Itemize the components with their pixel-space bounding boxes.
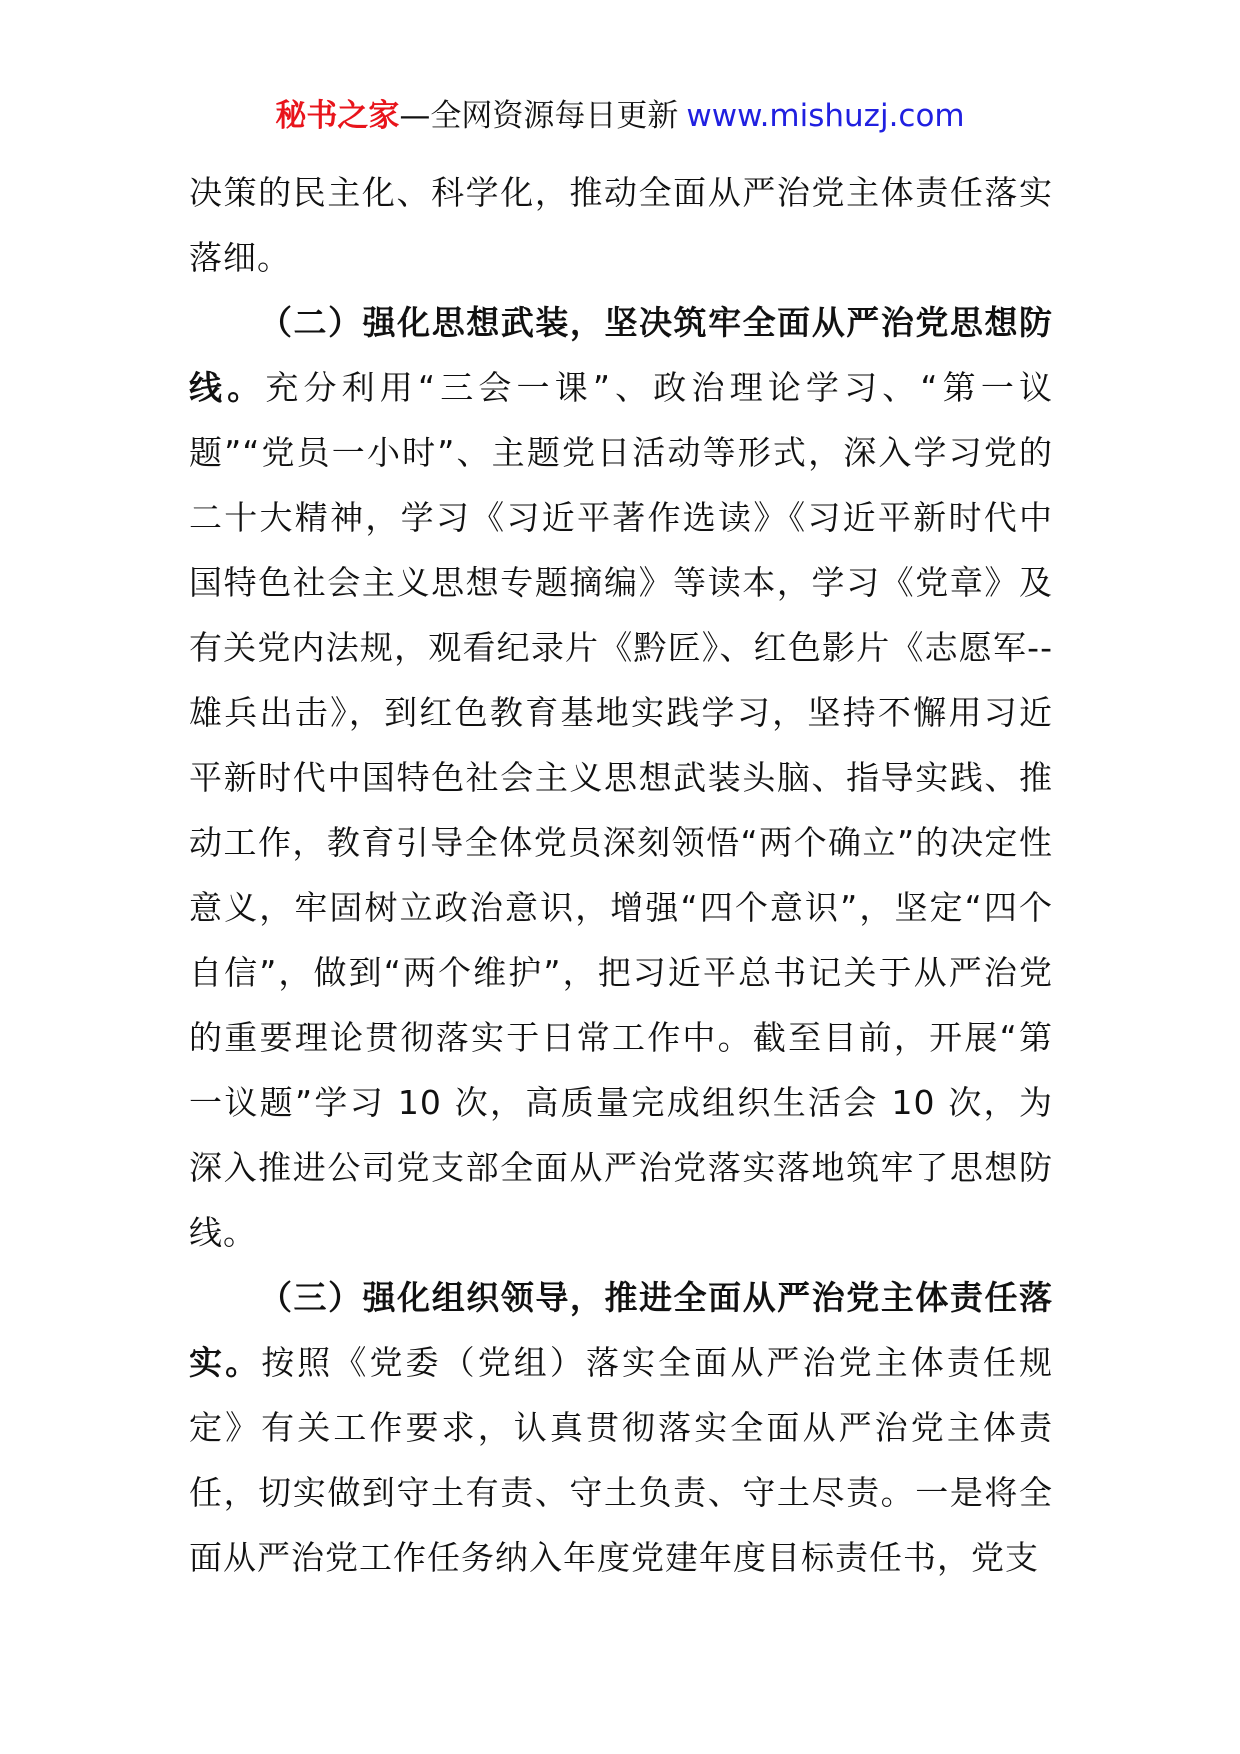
- site-banner: [0, 96, 1240, 136]
- banner-slogan: 全网资源每日更新: [430, 98, 679, 134]
- banner-dash: —: [399, 98, 431, 134]
- paragraph-text: 按照《党委（党组）落实全面从严治党主体责任规定》有关工作要求，认真贯彻落实全面从严治党主体责任，切实做到守土有责、守土负责、守土尽责。一是将全面从严治党工作任务纳入年度党建年度目标责任书，党支: [189, 1343, 1054, 1577]
- section-heading: （三）强化组织领导，推进全面从严治党主体责任落实。: [189, 1278, 1053, 1382]
- site-url-link[interactable]: www.mishuzj.com: [686, 98, 965, 134]
- paragraph-section-3: [189, 1265, 1053, 1590]
- section-heading: （二）强化思想武装，坚决筑牢全面从严治党思想防线。: [189, 303, 1053, 407]
- paragraph-section-2: [189, 290, 1053, 1265]
- paragraph-text: 决策的民主化、科学化，推动全面从严治党主体责任落实落细。: [189, 173, 1053, 277]
- document-body: [189, 160, 1053, 1590]
- paragraph-text: 充分利用“三会一课”、政治理论学习、“第一议题”“党员一小时”、主题党日活动等形式，深入学习党的二十大精神，学习《习近平著作选读》《习近平新时代中国特色社会主义思想专题摘编》等读本，学习《党章》及有关党内法规，观看纪录片《黔匠》、红色影片《志愿军--雄兵出击》，到红色教育基地实践学习，坚持不懈用习近平新时代中国特色社会主义思想武装头脑、指导实践、推动工作，教育引导全体党员深刻领悟“两个确立”的决定性意义，牢固树立政治意识，增强“四个意识”，坚定“四个自信”，做到“两个维护”，把习近平总书记关于从严治党的重要理论贯彻落实于日常工作中。截至目前，开展“第一议题”学习 10 次，高质量完成组织生活会 10 次，为深入推进公司党支部全面从严治党落实落地筑牢了思想防线。: [189, 368, 1053, 1252]
- brand-name: 秘书之家: [275, 98, 400, 134]
- paragraph-continuation: [189, 160, 1053, 290]
